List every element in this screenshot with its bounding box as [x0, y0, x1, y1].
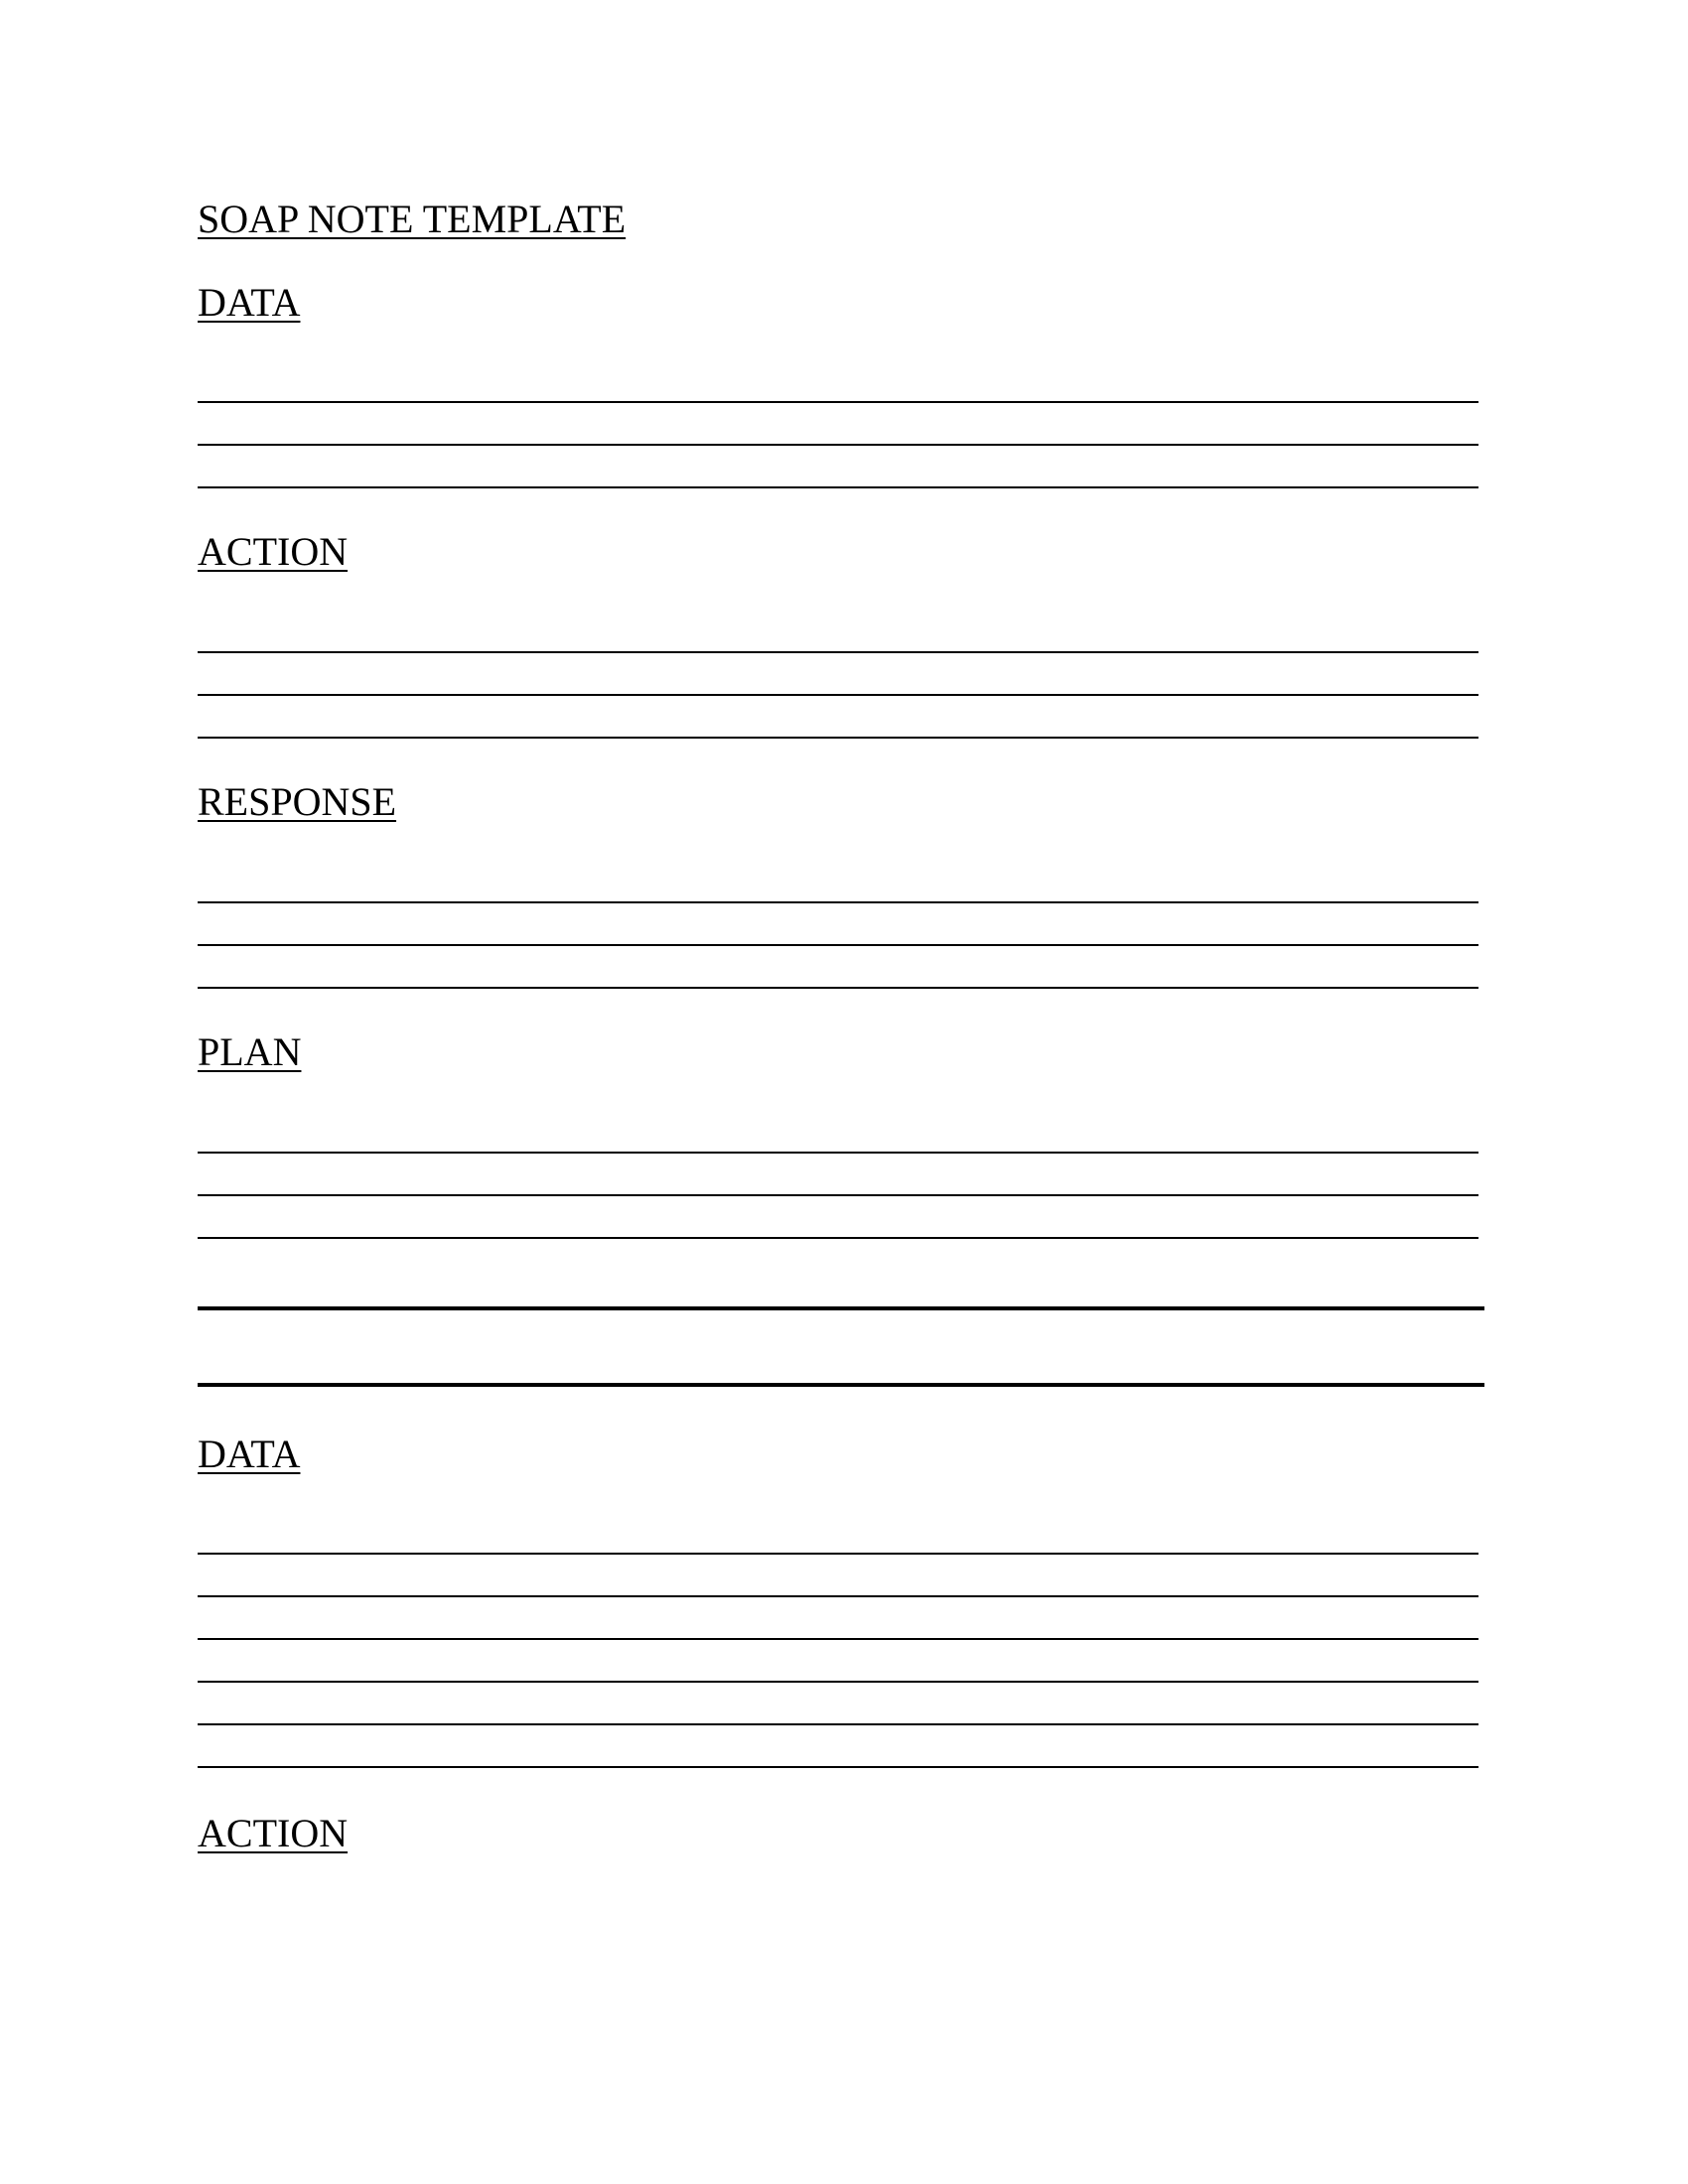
section-heading-data: DATA	[198, 1432, 301, 1476]
blank-line[interactable]	[198, 444, 1478, 446]
blank-line[interactable]	[198, 651, 1478, 653]
document-title: SOAP NOTE TEMPLATE	[198, 197, 627, 241]
blank-line[interactable]	[198, 1638, 1478, 1640]
blank-line[interactable]	[198, 1723, 1478, 1725]
section-heading-response: RESPONSE	[198, 779, 397, 824]
blank-line[interactable]	[198, 1681, 1478, 1683]
blank-line[interactable]	[198, 944, 1478, 946]
blank-line[interactable]	[198, 401, 1478, 403]
section-heading-plan: PLAN	[198, 1029, 302, 1074]
separator-line	[198, 1306, 1484, 1310]
section-heading-action: ACTION	[198, 529, 349, 574]
blank-line[interactable]	[198, 486, 1478, 488]
blank-line[interactable]	[198, 1152, 1478, 1154]
section-heading-data: DATA	[198, 280, 301, 325]
blank-line[interactable]	[198, 1194, 1478, 1196]
blank-line[interactable]	[198, 1237, 1478, 1239]
blank-line[interactable]	[198, 1553, 1478, 1555]
blank-line[interactable]	[198, 987, 1478, 989]
blank-line[interactable]	[198, 901, 1478, 903]
section-heading-action: ACTION	[198, 1811, 349, 1855]
separator-line	[198, 1383, 1484, 1387]
blank-line[interactable]	[198, 1595, 1478, 1597]
blank-line[interactable]	[198, 1766, 1478, 1768]
blank-line[interactable]	[198, 694, 1478, 696]
blank-line[interactable]	[198, 737, 1478, 739]
